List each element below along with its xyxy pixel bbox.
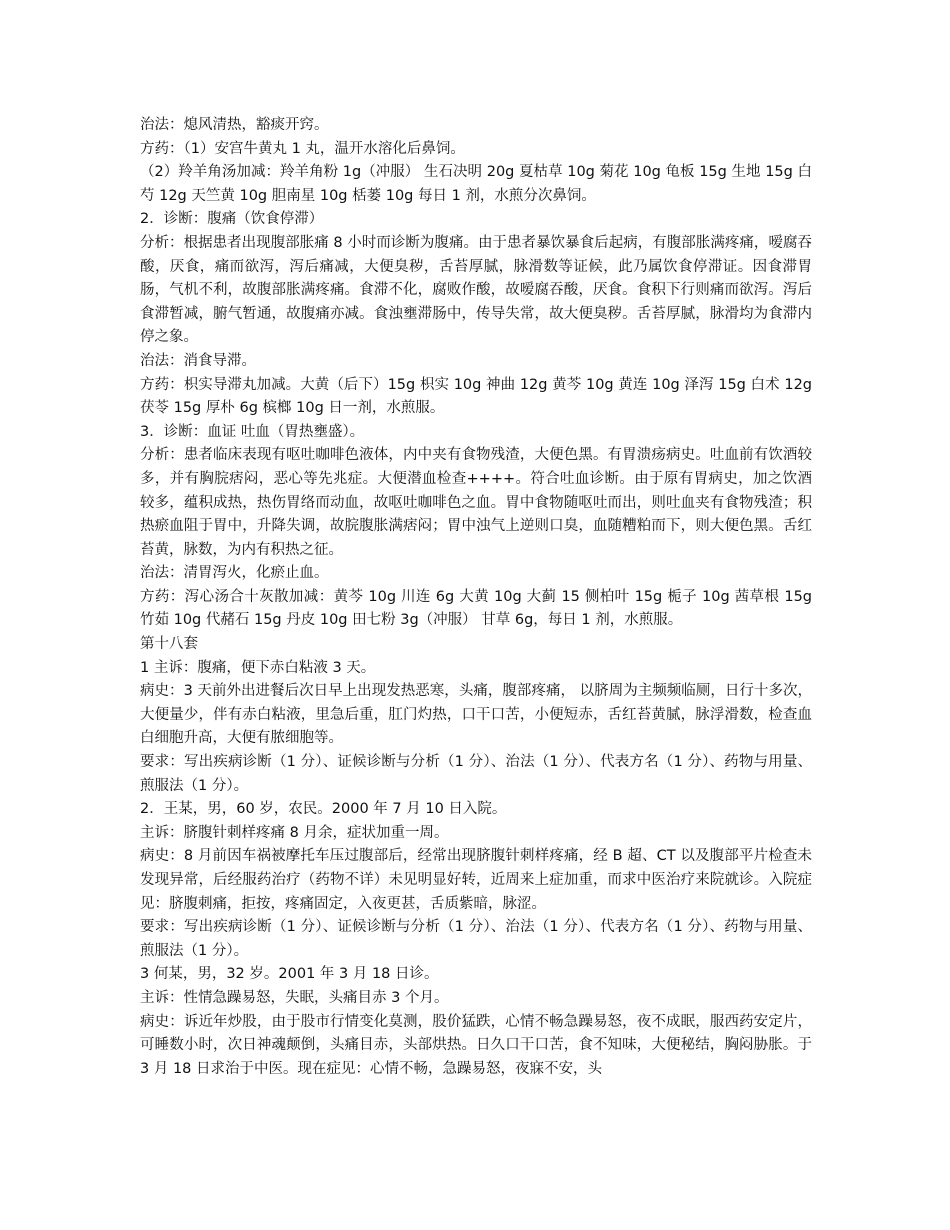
paragraph: 治法：熄风清热，豁痰开窍。	[140, 117, 329, 133]
paragraph: 分析：患者临床表现有呕吐咖啡色液体，内中夹有食物残渣，大便色黑。有胃溃疡病史。吐血前有饮酒较多，并有胸脘痞闷，恶心等先兆症。大便潜血检查++++。符合吐血诊断。由于原有胃病史，加之饮酒较多，蕴积成热，热伤胃络而动血，故呕吐咖啡色之血。胃中食物随呕吐而出，则吐血夹有食物残渣；积热瘀血阻于胃中，升降失调，故脘腹胀满痞闷；胃中浊气上逆则口臭，血随糟粕而下，则大便色黑。舌红苔黄，脉数，为内有积热之征。	[140, 447, 812, 558]
paragraph: 第十八套	[140, 636, 198, 653]
paragraph: 主诉：性情急躁易怒，失眠，头痛目赤 3 个月。	[140, 989, 449, 1006]
paragraph: 分析：根据患者出现腹部胀痛 8 小时而诊断为腹痛。由于患者暴饮暴食后起病，有腹部胀满疼痛，嗳腐吞酸，厌食，痛而欲泻，泻后痛减，大便臭秽，舌苔厚腻，脉滑数等证候，此乃属饮食停滞证。因食滞胃肠，气机不利，故腹部胀满疼痛。食滞不化，腐败作酸，故嗳腐吞酸，厌食。食积下行则痛而欲泻。泻后食滞暂减，腑气暂通，故腹痛亦减。食浊壅滞肠中，传导失常，故大便臭秽。舌苔厚腻，脉滑均为食滞内停之象。	[140, 234, 812, 346]
document-page	[140, 114, 812, 1081]
paragraph: 治法：消食导滞。	[140, 352, 256, 369]
paragraph: （2）羚羊角汤加减：羚羊角粉 1g（冲服） 生石决明 20g 夏枯草 10g 菊花 10g 龟板 15g 生地 15g 白芍 12g 天竺黄 10g 胆南星 10g 栝蒌 10g 每日 1 剂，水煎分次鼻饲。	[140, 164, 812, 204]
paragraph: 2．王某，男，60 岁，农民。2000 年 7 月 10 日入院。	[140, 801, 507, 818]
paragraph: 2．诊断：腹痛（饮食停滞）	[140, 211, 324, 228]
paragraph: 治法：清胃泻火，化瘀止血。	[140, 565, 329, 582]
paragraph: 3．诊断：血证 吐血（胃热壅盛）。	[140, 423, 365, 440]
paragraph: 方药：泻心汤合十灰散加减：黄芩 10g 川连 6g 大黄 10g 大蓟 15 侧柏叶 15g 栀子 10g 茜草根 15g 竹茹 10g 代赭石 15g 丹皮 10g 田七粉 3g（冲服） 甘草 6g，每日 1 剂，水煎服。	[140, 588, 812, 629]
paragraph: 要求：写出疾病诊断（1 分）、证候诊断与分析（1 分）、治法（1 分）、代表方名（1 分）、药物与用量、煎服法（1 分）。	[140, 919, 812, 959]
paragraph: 3 何某，男，32 岁。2001 年 3 月 18 日诊。	[140, 966, 439, 983]
paragraph: 方药：（1）安宫牛黄丸 1 丸，温开水溶化后鼻饲。	[140, 140, 465, 157]
paragraph: 病史：3 天前外出进餐后次日早上出现发热恶寒，头痛，腹部疼痛， 以脐周为主频频临厕，日行十多次，大便量少，伴有赤白粘液，里急后重，肛门灼热，口干口苦，小便短赤，舌红苔黄腻，脉浮滑数，检查血白细胞升高，大便有脓细胞等。	[140, 683, 812, 747]
paragraph: 病史：诉近年炒股，由于股市行情变化莫测，股价猛跌，心情不畅急躁易怒，夜不成眠，服西药安定片，可睡数小时，次日神魂颠倒，头痛目赤，头部烘热。日久口干口苦，食不知味，大便秘结，胸闷胁胀。于 3 月 18 日求治于中医。现在症见：心情不畅，急躁易怒，夜寐不安，头	[140, 1013, 812, 1077]
paragraph: 方药：枳实导滞丸加减。大黄（后下）15g 枳实 10g 神曲 12g 黄芩 10g 黄连 10g 泽泻 15g 白术 12g 茯苓 15g 厚朴 6g 槟榔 10g 日一剂，水煎服。	[140, 376, 812, 417]
paragraph: 主诉：脐腹针刺样疼痛 8 月余，症状加重一周。	[140, 824, 449, 841]
paragraph: 要求：写出疾病诊断（1 分）、证候诊断与分析（1 分）、治法（1 分）、代表方名（1 分）、药物与用量、煎服法（1 分）。	[140, 754, 812, 794]
paragraph: 1 主诉：腹痛，便下赤白粘液 3 天。	[140, 659, 376, 676]
paragraph: 病史：8 月前因车祸被摩托车压过腹部后，经常出现脐腹针刺样疼痛，经 B 超、CT 以及腹部平片检查未发现异常，后经服药治疗（药物不详）未见明显好转，近周来上症加重，而求中医治疗来院就诊。入院症见：脐腹刺痛，拒按，疼痛固定，入夜更甚，舌质紫暗，脉涩。	[140, 848, 812, 912]
